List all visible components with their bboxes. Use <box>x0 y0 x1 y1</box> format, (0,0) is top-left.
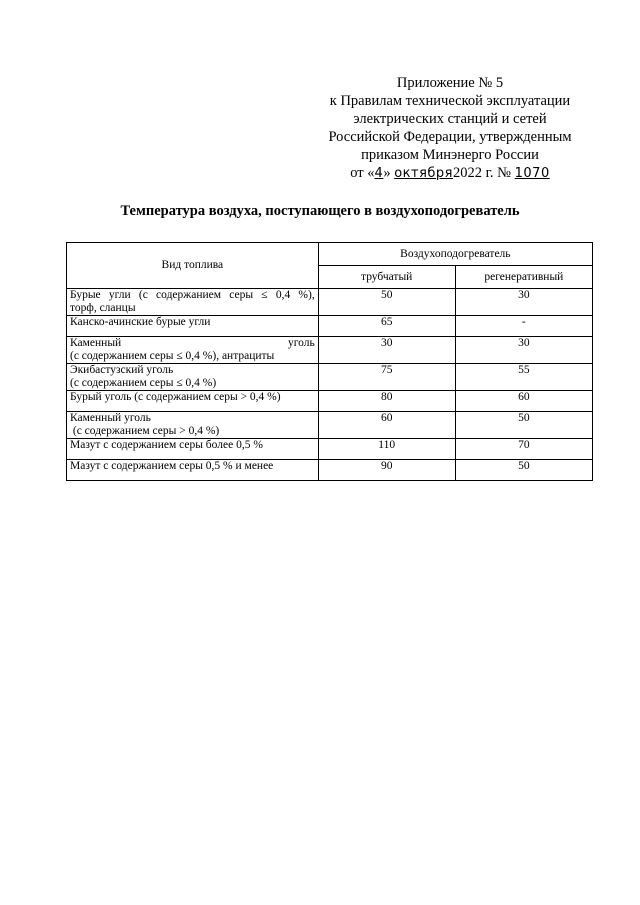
table-row <box>67 364 593 391</box>
fuel-cell: Бурые угли (с содержанием серы ≤ 0,4 %), торф, сланцы <box>67 289 319 316</box>
table-row <box>67 439 593 460</box>
appendix-federation-line: Российской Федерации, утвержденным <box>328 129 572 145</box>
fuel-type-header: Вид топлива <box>67 243 319 289</box>
table-row <box>67 391 593 412</box>
fuel-cell: Мазут с содержанием серы 0,5 % и менее <box>67 460 319 481</box>
regenerative-value: - <box>455 316 592 337</box>
regenerative-value: 70 <box>455 439 592 460</box>
tubular-value: 110 <box>318 439 455 460</box>
order-number: 1070 <box>514 166 550 181</box>
air-heater-header: Воздухоподогреватель <box>318 243 592 266</box>
table-row <box>67 316 593 337</box>
date-day: 4 <box>374 166 384 181</box>
date-prefix: от « <box>350 165 375 181</box>
appendix-stations-line: электрических станций и сетей <box>353 111 547 127</box>
tubular-value: 65 <box>318 316 455 337</box>
regenerative-value: 30 <box>455 337 592 364</box>
fuel-cell: Мазут с содержанием серы более 0,5 % <box>67 439 319 460</box>
table-header-row <box>67 243 593 266</box>
regenerative-value: 50 <box>455 412 592 439</box>
fuel-cell: Бурый уголь (с содержанием серы > 0,4 %) <box>67 391 319 412</box>
table-row <box>67 460 593 481</box>
date-month: октября <box>394 166 453 181</box>
regenerative-value: 55 <box>455 364 592 391</box>
appendix-rules-line: к Правилам технической эксплуатации <box>329 93 571 109</box>
tubular-value: 90 <box>318 460 455 481</box>
temperature-table <box>66 242 593 481</box>
regenerative-value: 50 <box>455 460 592 481</box>
tubular-value: 75 <box>318 364 455 391</box>
fuel-cell: Каменный уголь (с содержанием серы ≤ 0,4 %), антрациты <box>67 337 319 364</box>
table-row <box>67 289 593 316</box>
table-row <box>67 412 593 439</box>
date-mid: » <box>383 165 395 181</box>
regenerative-value: 60 <box>455 391 592 412</box>
table-row <box>67 337 593 364</box>
appendix-header <box>300 74 600 183</box>
fuel-cell: Экибастузский уголь (с содержанием серы ≤ 0,4 %) <box>67 364 319 391</box>
document-title: Температура воздуха, поступающего в воздухоподогреватель <box>120 203 520 219</box>
fuel-cell: Канско-ачинские бурые угли <box>67 316 319 337</box>
tubular-value: 30 <box>318 337 455 364</box>
tubular-header: трубчатый <box>318 266 455 289</box>
fuel-cell: Каменный уголь (с содержанием серы > 0,4 %) <box>67 412 319 439</box>
tubular-value: 80 <box>318 391 455 412</box>
date-year: 2022 г. № <box>452 165 515 181</box>
tubular-value: 60 <box>318 412 455 439</box>
regenerative-header: регенеративный <box>455 266 592 289</box>
regenerative-value: 30 <box>455 289 592 316</box>
appendix-order-line: приказом Минэнерго России <box>361 147 539 163</box>
appendix-date-line <box>300 164 600 183</box>
appendix-number: Приложение № 5 <box>396 75 504 91</box>
tubular-value: 50 <box>318 289 455 316</box>
